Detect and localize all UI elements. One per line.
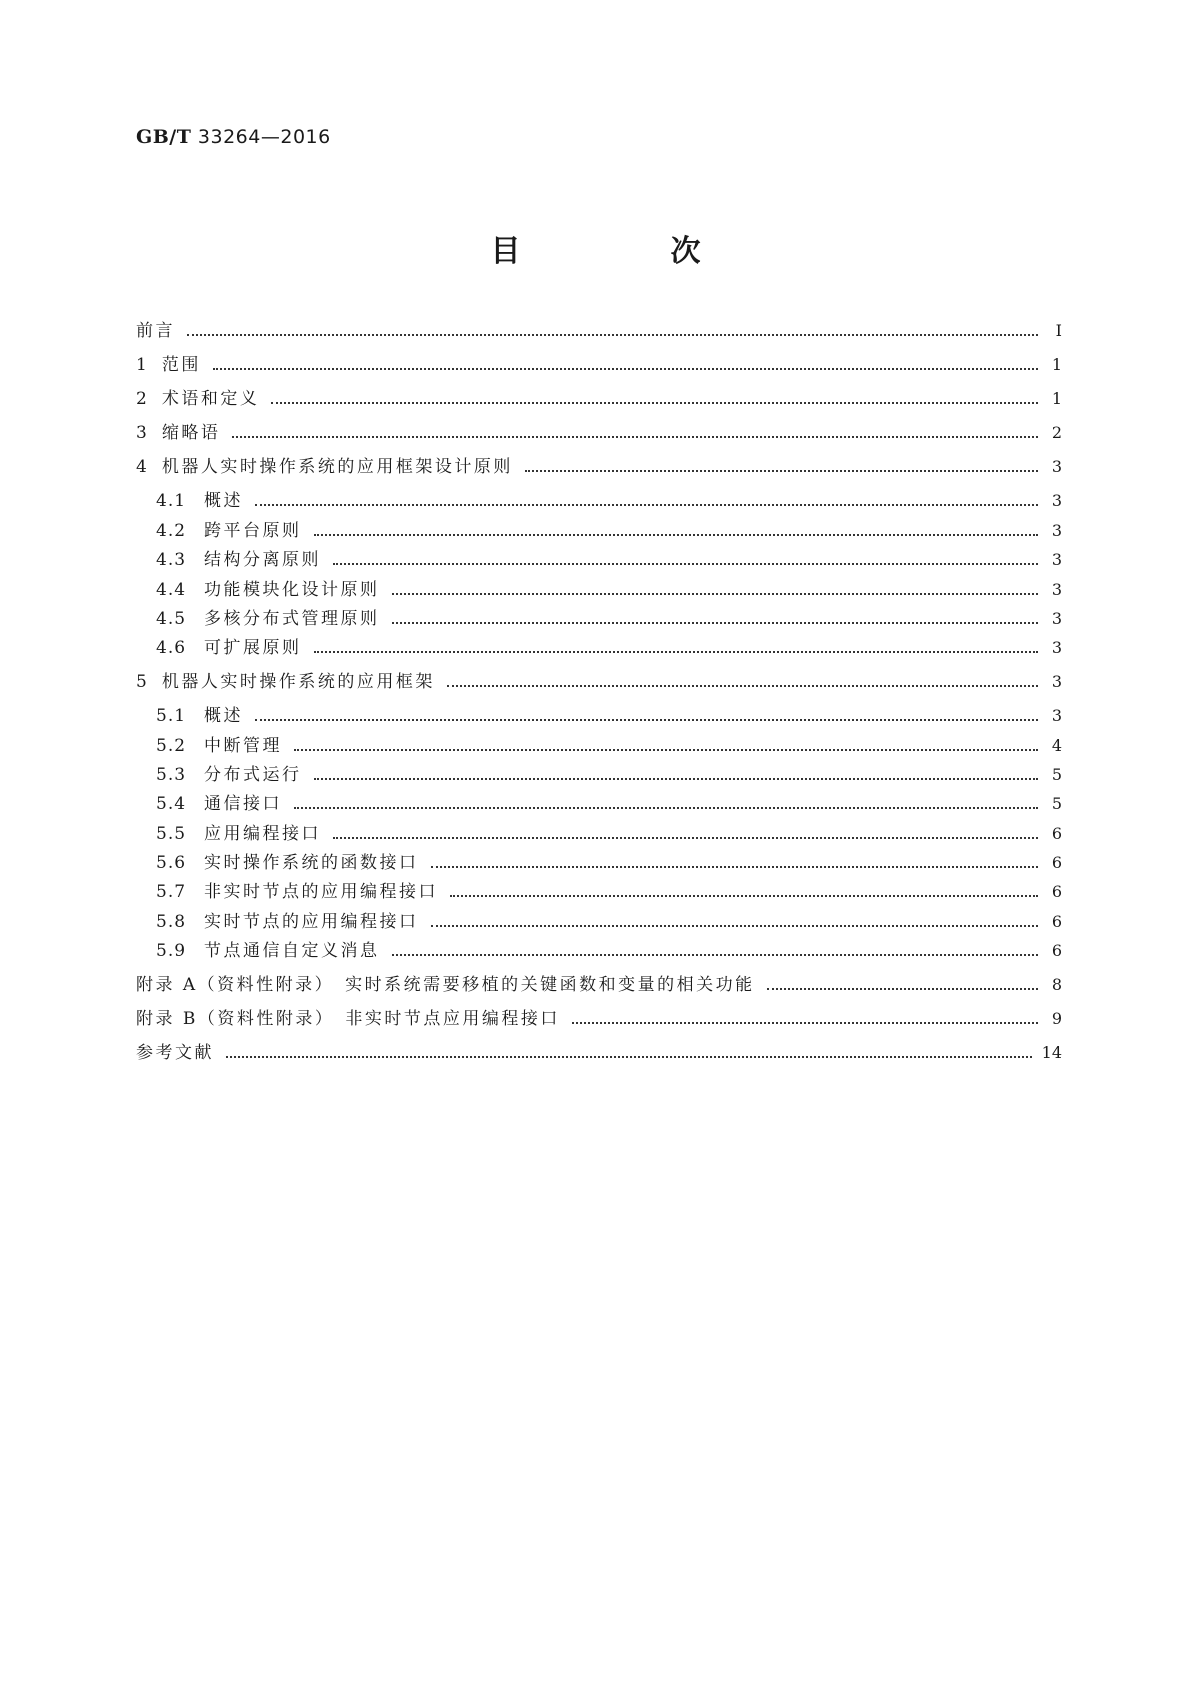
toc-entry-title: 应用编程接口 (204, 824, 322, 844)
toc-entry-title: 通信接口 (204, 794, 283, 814)
toc-entry-title: 实时节点的应用编程接口 (204, 912, 419, 932)
toc-entry-label (156, 549, 321, 571)
toc-entry[interactable] (156, 731, 1062, 757)
toc-entry[interactable] (136, 350, 1062, 376)
toc-dot-leader (392, 940, 1038, 962)
toc-entry-number: 5.7 (156, 882, 187, 902)
toc-page-number: 5 (1051, 765, 1062, 784)
toc-entry[interactable] (156, 907, 1062, 933)
toc-entry-title: 分布式运行 (204, 765, 302, 785)
toc-entry-number: 5.5 (156, 824, 187, 844)
toc-entry-label (136, 671, 435, 693)
toc-page-number: 9 (1051, 1009, 1062, 1028)
toc-dot-leader (271, 388, 1038, 410)
page-title: 目 次 (490, 234, 761, 269)
toc-page-number: 3 (1051, 706, 1062, 725)
toc-entry-number: 5.2 (156, 736, 187, 756)
toc-dot-leader (314, 764, 1038, 786)
toc-dot-leader (232, 422, 1038, 444)
toc-dot-leader (447, 671, 1038, 693)
toc-entry-label (136, 974, 755, 996)
toc-entry[interactable] (156, 701, 1062, 727)
toc-entry-label (156, 940, 380, 962)
toc-entry[interactable] (156, 575, 1062, 601)
toc-dot-leader (294, 735, 1038, 757)
toc-entry-title: 节点通信自定义消息 (204, 941, 380, 961)
toc-entry-title: 参考文献 (136, 1043, 214, 1063)
toc-dot-leader (213, 354, 1038, 376)
toc-page-number: 3 (1051, 491, 1062, 510)
toc-dot-leader (314, 637, 1038, 659)
toc-entry-title: 实时操作系统的函数接口 (204, 853, 419, 873)
toc-entry[interactable] (156, 819, 1062, 845)
toc-dot-leader (392, 579, 1038, 601)
toc-page-number: 3 (1051, 638, 1062, 657)
document-code (136, 126, 331, 148)
toc-entry-title: 非实时节点的应用编程接口 (204, 882, 439, 902)
toc-page-number: 3 (1051, 521, 1062, 540)
toc-entry-title: 概述 (204, 491, 244, 511)
toc-entry-title: 前言 (136, 321, 175, 341)
toc-entry-number: 5.8 (156, 912, 187, 932)
toc-entry[interactable] (156, 877, 1062, 903)
toc-entry-number: 5.6 (156, 853, 187, 873)
toc-page-number: 3 (1051, 672, 1062, 691)
toc-dot-leader (431, 852, 1038, 874)
toc-entry-title: 功能模块化设计原则 (204, 580, 380, 600)
toc-page-number: 3 (1051, 550, 1062, 569)
toc-dot-leader (431, 911, 1038, 933)
toc-dot-leader (525, 456, 1038, 478)
toc-entry-title: 附录 B（资料性附录） 非实时节点应用编程接口 (136, 1009, 560, 1029)
toc-entry-label (156, 823, 321, 845)
toc-entry-title: 机器人实时操作系统的应用框架 (161, 672, 435, 692)
toc-entry[interactable] (136, 316, 1062, 342)
toc-entry-label (136, 354, 201, 376)
toc-entry[interactable] (136, 1038, 1062, 1064)
toc-entry-label (156, 637, 302, 659)
toc-dot-leader (333, 823, 1038, 845)
toc-page-number: 3 (1051, 609, 1062, 628)
toc-page-number: 8 (1051, 975, 1062, 994)
toc-entry-number: 2 (136, 389, 148, 409)
toc-dot-leader (392, 608, 1038, 630)
toc-entry-label (156, 579, 380, 601)
toc-entry-title: 跨平台原则 (204, 521, 302, 541)
toc-entry-number: 1 (136, 355, 148, 375)
toc-entry-label (156, 735, 282, 757)
toc-entry-title: 中断管理 (204, 736, 283, 756)
toc-entry-label (156, 852, 419, 874)
toc-entry-number: 5.9 (156, 941, 187, 961)
toc-dot-leader (255, 705, 1038, 727)
toc-entry[interactable] (156, 486, 1062, 512)
toc-entry-label (156, 793, 282, 815)
toc-entry-label (156, 705, 243, 727)
standard-number: 33264—2016 (197, 126, 331, 148)
toc-entry-number: 5 (136, 672, 148, 692)
toc-dot-leader (187, 320, 1038, 342)
toc-entry-title: 结构分离原则 (204, 550, 322, 570)
toc-page-number: 3 (1051, 457, 1062, 476)
toc-entry[interactable] (156, 633, 1062, 659)
toc-entry-number: 4.2 (156, 521, 187, 541)
toc-page-number: 14 (1041, 1043, 1062, 1062)
toc-entry-title: 术语和定义 (161, 389, 260, 409)
toc-entry-number: 4.3 (156, 550, 187, 570)
toc-entry-title: 缩略语 (161, 423, 221, 443)
toc-entry[interactable] (136, 1004, 1062, 1030)
toc-entry[interactable] (156, 545, 1062, 571)
toc-page-number: 3 (1051, 580, 1062, 599)
toc-page-number: 1 (1051, 389, 1062, 408)
toc-entry-label (136, 1042, 214, 1064)
toc-page-number: 6 (1051, 882, 1062, 901)
toc-entry-label (156, 490, 243, 512)
toc-entry[interactable] (136, 384, 1062, 410)
toc-entry-number: 4.1 (156, 491, 187, 511)
toc-entry-number: 4 (136, 457, 148, 477)
toc-entry-number: 5.3 (156, 765, 187, 785)
toc-entry-label (156, 911, 419, 933)
toc-dot-leader (314, 520, 1038, 542)
toc-entry-label (156, 608, 380, 630)
toc-page-number: 2 (1051, 423, 1062, 442)
toc-page-number: 5 (1051, 794, 1062, 813)
toc-entry[interactable] (136, 970, 1062, 996)
toc-entry-label (136, 422, 220, 444)
toc-dot-leader (333, 549, 1038, 571)
toc-entry-title: 附录 A（资料性附录） 实时系统需要移植的关键函数和变量的相关功能 (136, 975, 755, 995)
toc-dot-leader (255, 490, 1038, 512)
toc-page-number: 6 (1051, 853, 1062, 872)
toc-entry[interactable] (136, 418, 1062, 444)
toc-dot-leader (767, 974, 1038, 996)
toc-page-number: 6 (1051, 912, 1062, 931)
toc-entry-number: 5.1 (156, 706, 187, 726)
toc-page-number: 6 (1051, 941, 1062, 960)
toc-entry-title: 范围 (161, 355, 201, 375)
toc-entry[interactable] (156, 848, 1062, 874)
toc-entry[interactable] (136, 452, 1062, 478)
toc-dot-leader (572, 1008, 1038, 1030)
toc-entry[interactable] (156, 760, 1062, 786)
toc-dot-leader (450, 881, 1038, 903)
toc-entry[interactable] (156, 604, 1062, 630)
toc-entry-title: 可扩展原则 (204, 638, 302, 658)
toc-page-number: 4 (1051, 736, 1062, 755)
toc-entry-label (156, 520, 302, 542)
toc-page-number: Ⅰ (1055, 321, 1062, 340)
toc-entry-label (156, 881, 438, 903)
toc-entry-label (156, 764, 302, 786)
toc-page-number: 6 (1051, 824, 1062, 843)
toc-entry-label (136, 456, 513, 478)
toc-entry-number: 4.5 (156, 609, 187, 629)
toc-entry-number: 5.4 (156, 794, 187, 814)
toc-dot-leader (294, 793, 1038, 815)
toc-entry-label (136, 1008, 560, 1030)
toc-entry[interactable] (156, 516, 1062, 542)
toc-entry-label (136, 388, 259, 410)
toc-dot-leader (226, 1042, 1032, 1064)
toc-entry[interactable] (136, 667, 1062, 693)
toc-entry-number: 4.6 (156, 638, 187, 658)
toc-entry-title: 概述 (204, 706, 244, 726)
toc-entry-label (136, 320, 175, 342)
standard-prefix: GB/T (136, 126, 192, 148)
toc-entry[interactable] (156, 936, 1062, 962)
toc-entry-number: 3 (136, 423, 148, 443)
toc-entry-number: 4.4 (156, 580, 187, 600)
toc-entry[interactable] (156, 789, 1062, 815)
toc-entry-title: 多核分布式管理原则 (204, 609, 380, 629)
toc-page-number: 1 (1051, 355, 1062, 374)
toc-entry-title: 机器人实时操作系统的应用框架设计原则 (161, 457, 513, 477)
